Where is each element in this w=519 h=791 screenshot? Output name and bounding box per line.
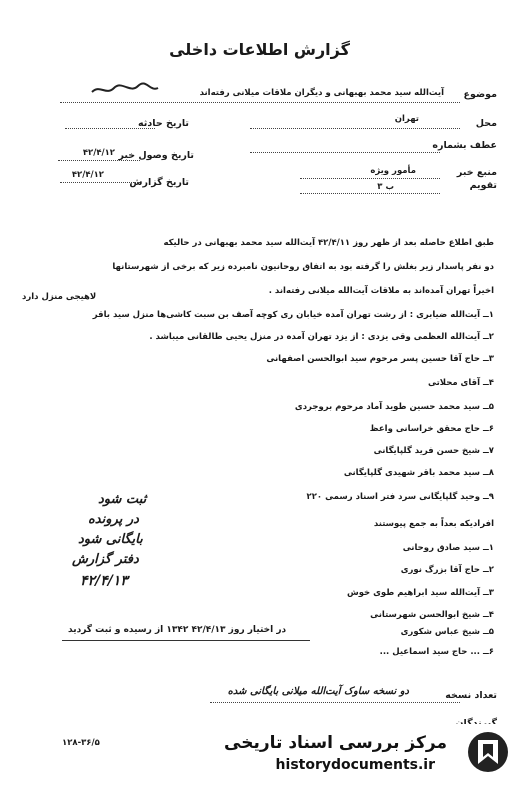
copies-dotted-line: [210, 702, 460, 703]
subject-dotted-line: [60, 102, 460, 103]
footer-url[interactable]: historydocuments.ir: [275, 757, 435, 773]
list-item: ۶ــ حاج محقق خراسانی واعظ: [369, 424, 494, 434]
location-dotted-line: [250, 128, 460, 129]
report-date-dotted-line: [60, 182, 140, 183]
joined-list-item: ۴ــ شیخ ابوالحسن شهرستانی: [370, 610, 494, 620]
ref-dotted-line: [250, 152, 440, 153]
joined-list-item: ۲ــ حاج آقا بزرگ نوری: [400, 565, 494, 575]
subject-value: آیت‌الله سید محمد بهبهانی و دیگران ملاقات میلانی رفته‌اند: [199, 88, 444, 98]
margin-note: در پرونده: [88, 512, 139, 527]
receipt-date-value: ۴۲/۴/۱۲: [82, 148, 115, 158]
joined-list-item: ۶ــ ... حاج سید اسماعیل ...: [379, 647, 494, 657]
copies-value: دو نسخه ساوک آیت‌الله میلانی بایگانی شده: [227, 686, 409, 697]
list-item: ۸ــ سید محمد باقر شهیدی گلپایگانی: [343, 468, 494, 478]
page-title: گزارش اطلاعات داخلی: [169, 40, 350, 59]
subject-label: موضوع: [463, 89, 497, 100]
report-date-label: تاریخ گزارش: [129, 177, 189, 188]
copies-label: تعداد نسخه: [445, 690, 497, 701]
evaluation-label: تقویم: [469, 180, 497, 191]
handwritten-scribble: [90, 82, 160, 98]
body-line-1: طبق اطلاع حاصله بعد از ظهر روز ۴۲/۴/۱۱ آیت‌الله سید محمد بهبهانی در حالیکه: [163, 238, 494, 248]
ref-label: عطف بشماره: [432, 140, 497, 151]
location-value: تهران: [394, 114, 419, 124]
document-number: ۱۲۸-۳۶/۵: [62, 738, 100, 748]
list-item: ۲ــ آیت‌الله العظمی وقی یزدی : از یزد تهران آمده در منزل یحیی طالقانی میباشد .: [149, 332, 494, 342]
location-label: محل: [475, 118, 497, 129]
body-line-2: دو نفر پاسدار زیر بغلش را گرفته بود به اتفاق روحانیون نامبرده زیر که برخی از شهرستانها: [112, 262, 494, 272]
event-date-dotted-line: [65, 128, 155, 129]
list-item: ۴ــ آقای محلاتی: [427, 378, 494, 388]
evaluation-dotted-line: [300, 193, 440, 194]
receipt-date-dotted-line: [58, 160, 140, 161]
margin-note: بایگانی شود: [78, 532, 143, 547]
list-item: ۹ــ وحید گلپایگانی سرد فتر اسناد رسمی ۲۲۰: [306, 492, 494, 502]
list-item: ۵ــ سید محمد حسین طوید آماد مرحوم بروجردی: [294, 402, 494, 412]
side-note: لاهیجی منزل دارد: [22, 292, 97, 302]
list-item: ۷ــ شیخ حسن فرید گلپایگانی: [373, 446, 494, 456]
source-label: منبع خبر: [456, 167, 497, 178]
margin-note: دفتر گزارش: [72, 552, 139, 567]
joined-list-item: ۵ــ شیخ عباس شکوری: [400, 627, 494, 637]
receipt-date-label: تاریخ وصول خبر: [118, 150, 194, 161]
received-stamp: در اختیار روز ۴۲/۴/۱۳ ۱۳۴۲ از رسیده و ثبت گردید: [68, 625, 287, 635]
margin-note: ۴۲/۴/۱۳: [80, 573, 128, 589]
joined-list-item: ۳ــ آیت‌الله سید ابراهیم طوی خوش: [346, 588, 494, 598]
stamp-underline: [62, 640, 310, 641]
margin-note: ثبت شود: [98, 492, 147, 507]
joined-heading: افرادیکه بعداً به جمع پیوستند: [373, 519, 494, 529]
list-item: ۱ــ آیت‌الله ضیابری : از رشت تهران آمده خیابان ری کوچه آصف بن سبت کاشی‌ها منزل سید باقر: [92, 310, 494, 320]
joined-list-item: ۱ــ سید صادق روحانی: [402, 543, 494, 553]
list-item: ۳ــ حاج آقا حسین پسر مرحوم سید ابوالحسن اصفهانی: [266, 354, 494, 364]
evaluation-value: ب ۳: [377, 182, 394, 192]
event-date-label: تاریخ حادثه: [138, 118, 189, 129]
body-line-3: اخیراً تهران آمده‌اند به ملاقات آیت‌الله میلانی رفته‌اند .: [268, 286, 494, 296]
source-value: مأمور ویژه: [370, 166, 416, 176]
source-dotted-line: [300, 178, 440, 179]
footer-org-name: مرکز بررسی اسناد تاریخی: [224, 733, 447, 753]
report-date-value: ۴۲/۴/۱۲: [71, 170, 104, 180]
bookmark-logo-icon: [466, 730, 510, 774]
